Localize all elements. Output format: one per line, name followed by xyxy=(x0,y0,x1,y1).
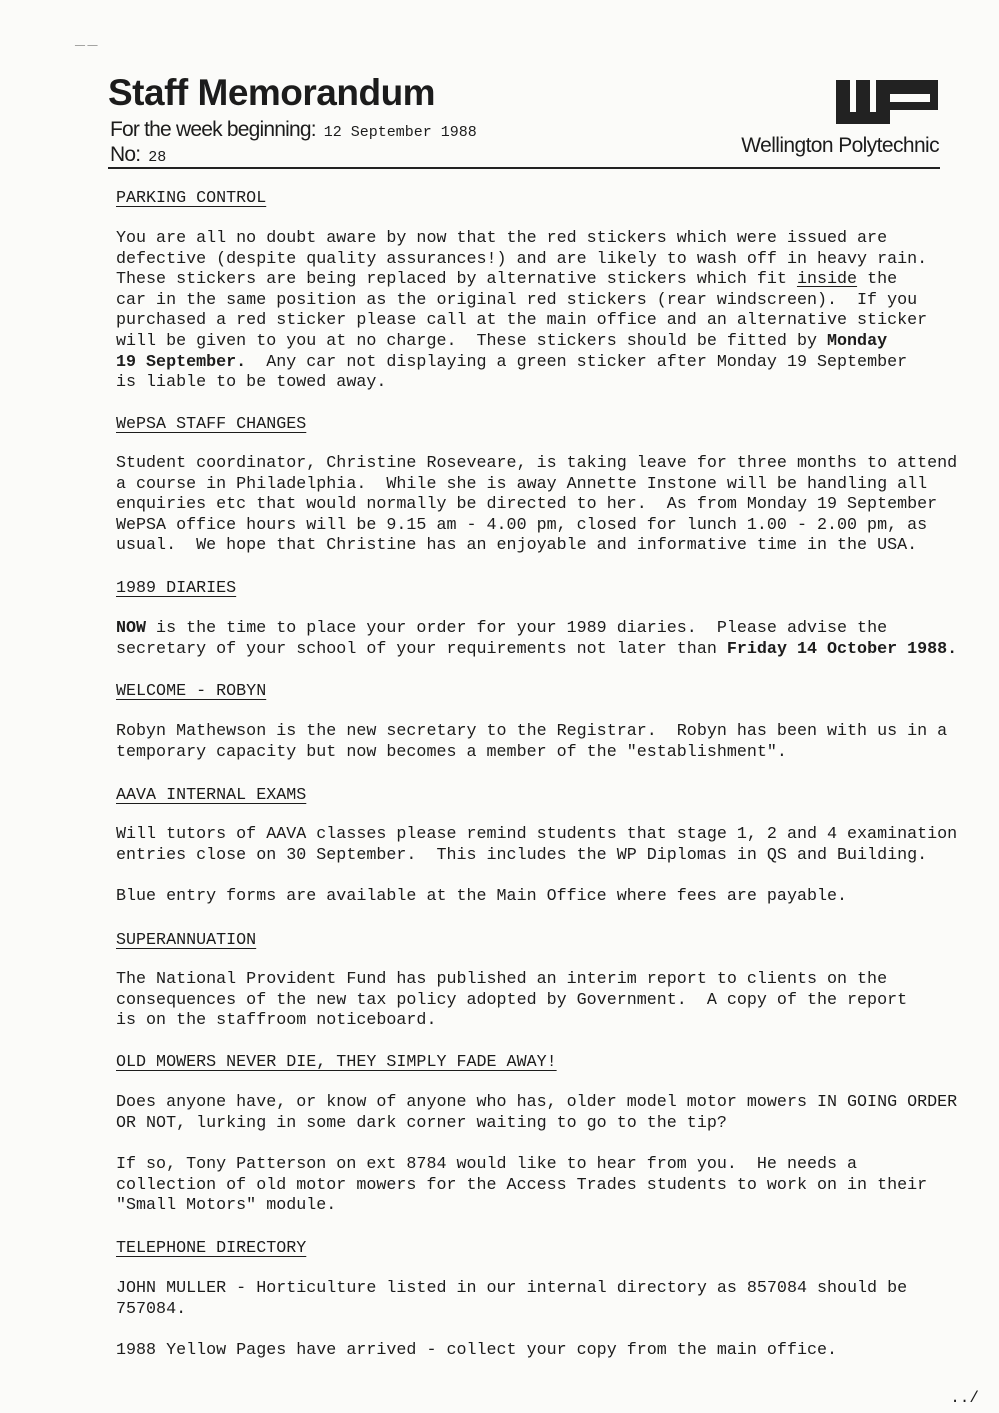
section-heading: 1989 DIARIES xyxy=(116,579,237,598)
section-paragraph xyxy=(116,825,957,866)
text-segment: Any car not displaying a green sticker after Monday 19 September xyxy=(246,352,908,372)
text-line: WePSA office hours will be 9.15 am - 4.00 pm, closed for lunch 1.00 - 2.00 pm, as xyxy=(116,515,928,535)
section-paragraph xyxy=(116,970,907,1032)
text-line: usual. We hope that Christine has an enjoyable and informative time in the USA. xyxy=(116,536,918,556)
section-paragraph xyxy=(116,619,957,660)
bold-text: Friday 14 October 1988. xyxy=(726,639,958,659)
section-heading: AAVA INTERNAL EXAMS xyxy=(116,786,307,805)
underlined-text: inside xyxy=(796,270,858,290)
bold-text: Monday xyxy=(827,331,888,351)
section-heading: SUPERANNUATION xyxy=(116,931,257,950)
text-line: OR NOT, lurking in some dark corner waiting to go to the tip? xyxy=(116,1113,727,1133)
section-heading: WELCOME - ROBYN xyxy=(116,682,267,701)
text-line xyxy=(116,270,927,291)
section-heading: TELEPHONE DIRECTORY xyxy=(116,1239,307,1258)
section-paragraph xyxy=(116,722,947,763)
number-line xyxy=(110,143,166,167)
organization-name: Wellington Polytechnic xyxy=(741,134,939,157)
week-line xyxy=(110,118,477,142)
text-line: "Small Motors" module. xyxy=(116,1196,337,1216)
memo-title: Staff Memorandum xyxy=(108,72,436,113)
section-paragraph xyxy=(116,1341,837,1362)
text-line: enquiries etc that would normally be directed to her. As from Monday 19 September xyxy=(116,495,938,515)
section-paragraph xyxy=(116,1155,927,1217)
section-heading: PARKING CONTROL xyxy=(116,189,267,208)
text-segment: will be given to you at no charge. These stickers should be fitted by xyxy=(116,331,828,351)
text-segment: secretary of your school of your requirements not later than xyxy=(116,639,727,659)
continued-mark: ../ xyxy=(950,1389,979,1407)
text-segment: These stickers are being replaced by alternative stickers which fit xyxy=(116,270,797,290)
text-line: is liable to be towed away. xyxy=(116,373,387,393)
text-line xyxy=(116,332,927,353)
text-line: car in the same position as the original red stickers (rear windscreen). If you xyxy=(116,290,918,310)
text-line: You are all no doubt aware by now that the red stickers which were issued are xyxy=(116,229,888,248)
section-paragraph xyxy=(116,1279,907,1320)
text-line: Student coordinator, Christine Roseveare, is taking leave for three months to attend xyxy=(116,454,958,473)
text-line xyxy=(116,640,957,661)
text-line: entries close on 30 September. This includes the WP Diplomas in QS and Building. xyxy=(116,845,928,865)
bold-text: 19 September. xyxy=(116,352,247,372)
text-line: JOHN MULLER - Horticulture listed in our internal directory as 857084 should be xyxy=(116,1279,908,1298)
text-line: The National Provident Fund has published an interim report to clients on the xyxy=(116,970,888,989)
text-line: purchased a red sticker please call at the main office and an alternative sticker xyxy=(116,311,928,331)
text-line: Robyn Mathewson is the new secretary to the Registrar. Robyn has been with us in a xyxy=(116,722,948,741)
bold-text: NOW xyxy=(116,619,147,638)
text-line: If so, Tony Patterson on ext 8784 would like to hear from you. He needs a xyxy=(116,1155,858,1174)
header-divider xyxy=(108,167,940,169)
number-value: 28 xyxy=(148,149,167,166)
text-line: Will tutors of AAVA classes please remind students that stage 1, 2 and 4 examination xyxy=(116,825,958,844)
number-label: No: xyxy=(110,143,141,166)
section-heading: OLD MOWERS NEVER DIE, THEY SIMPLY FADE AWAY! xyxy=(116,1053,557,1072)
text-line xyxy=(116,353,927,374)
text-line xyxy=(116,619,957,640)
text-segment: is the time to place your order for your 1989 diaries. Please advise the xyxy=(146,619,888,638)
text-line: temporary capacity but now becomes a member of the "establishment". xyxy=(116,742,787,762)
text-line: defective (despite quality assurances!) and are likely to wash off in heavy rain. xyxy=(116,249,928,269)
text-line: is on the staffroom noticeboard. xyxy=(116,1011,437,1031)
section-paragraph xyxy=(116,454,957,557)
text-line: collection of old motor mowers for the Access Trades students to work on in their xyxy=(116,1175,928,1195)
text-line: Does anyone have, or know of anyone who has, older model motor mowers IN GOING ORDER xyxy=(116,1093,958,1112)
wp-logo-icon xyxy=(836,80,938,124)
week-label: For the week beginning: xyxy=(110,118,316,141)
section-heading: WePSA STAFF CHANGES xyxy=(116,415,307,434)
text-segment: the xyxy=(857,270,898,290)
text-line: Blue entry forms are available at the Main Office where fees are payable. xyxy=(116,887,848,906)
text-line: 1988 Yellow Pages have arrived - collect your copy from the main office. xyxy=(116,1341,838,1360)
text-line: 757084. xyxy=(116,1299,187,1319)
section-paragraph xyxy=(116,887,847,908)
section-paragraph xyxy=(116,1093,957,1134)
section-paragraph xyxy=(116,229,927,394)
text-line: a course in Philadelphia. While she is away Annette Instone will be handling all xyxy=(116,474,928,494)
week-value: 12 September 1988 xyxy=(323,124,477,141)
scan-mark: ― ― xyxy=(75,40,98,51)
text-line: consequences of the new tax policy adopted by Government. A copy of the report xyxy=(116,990,908,1010)
